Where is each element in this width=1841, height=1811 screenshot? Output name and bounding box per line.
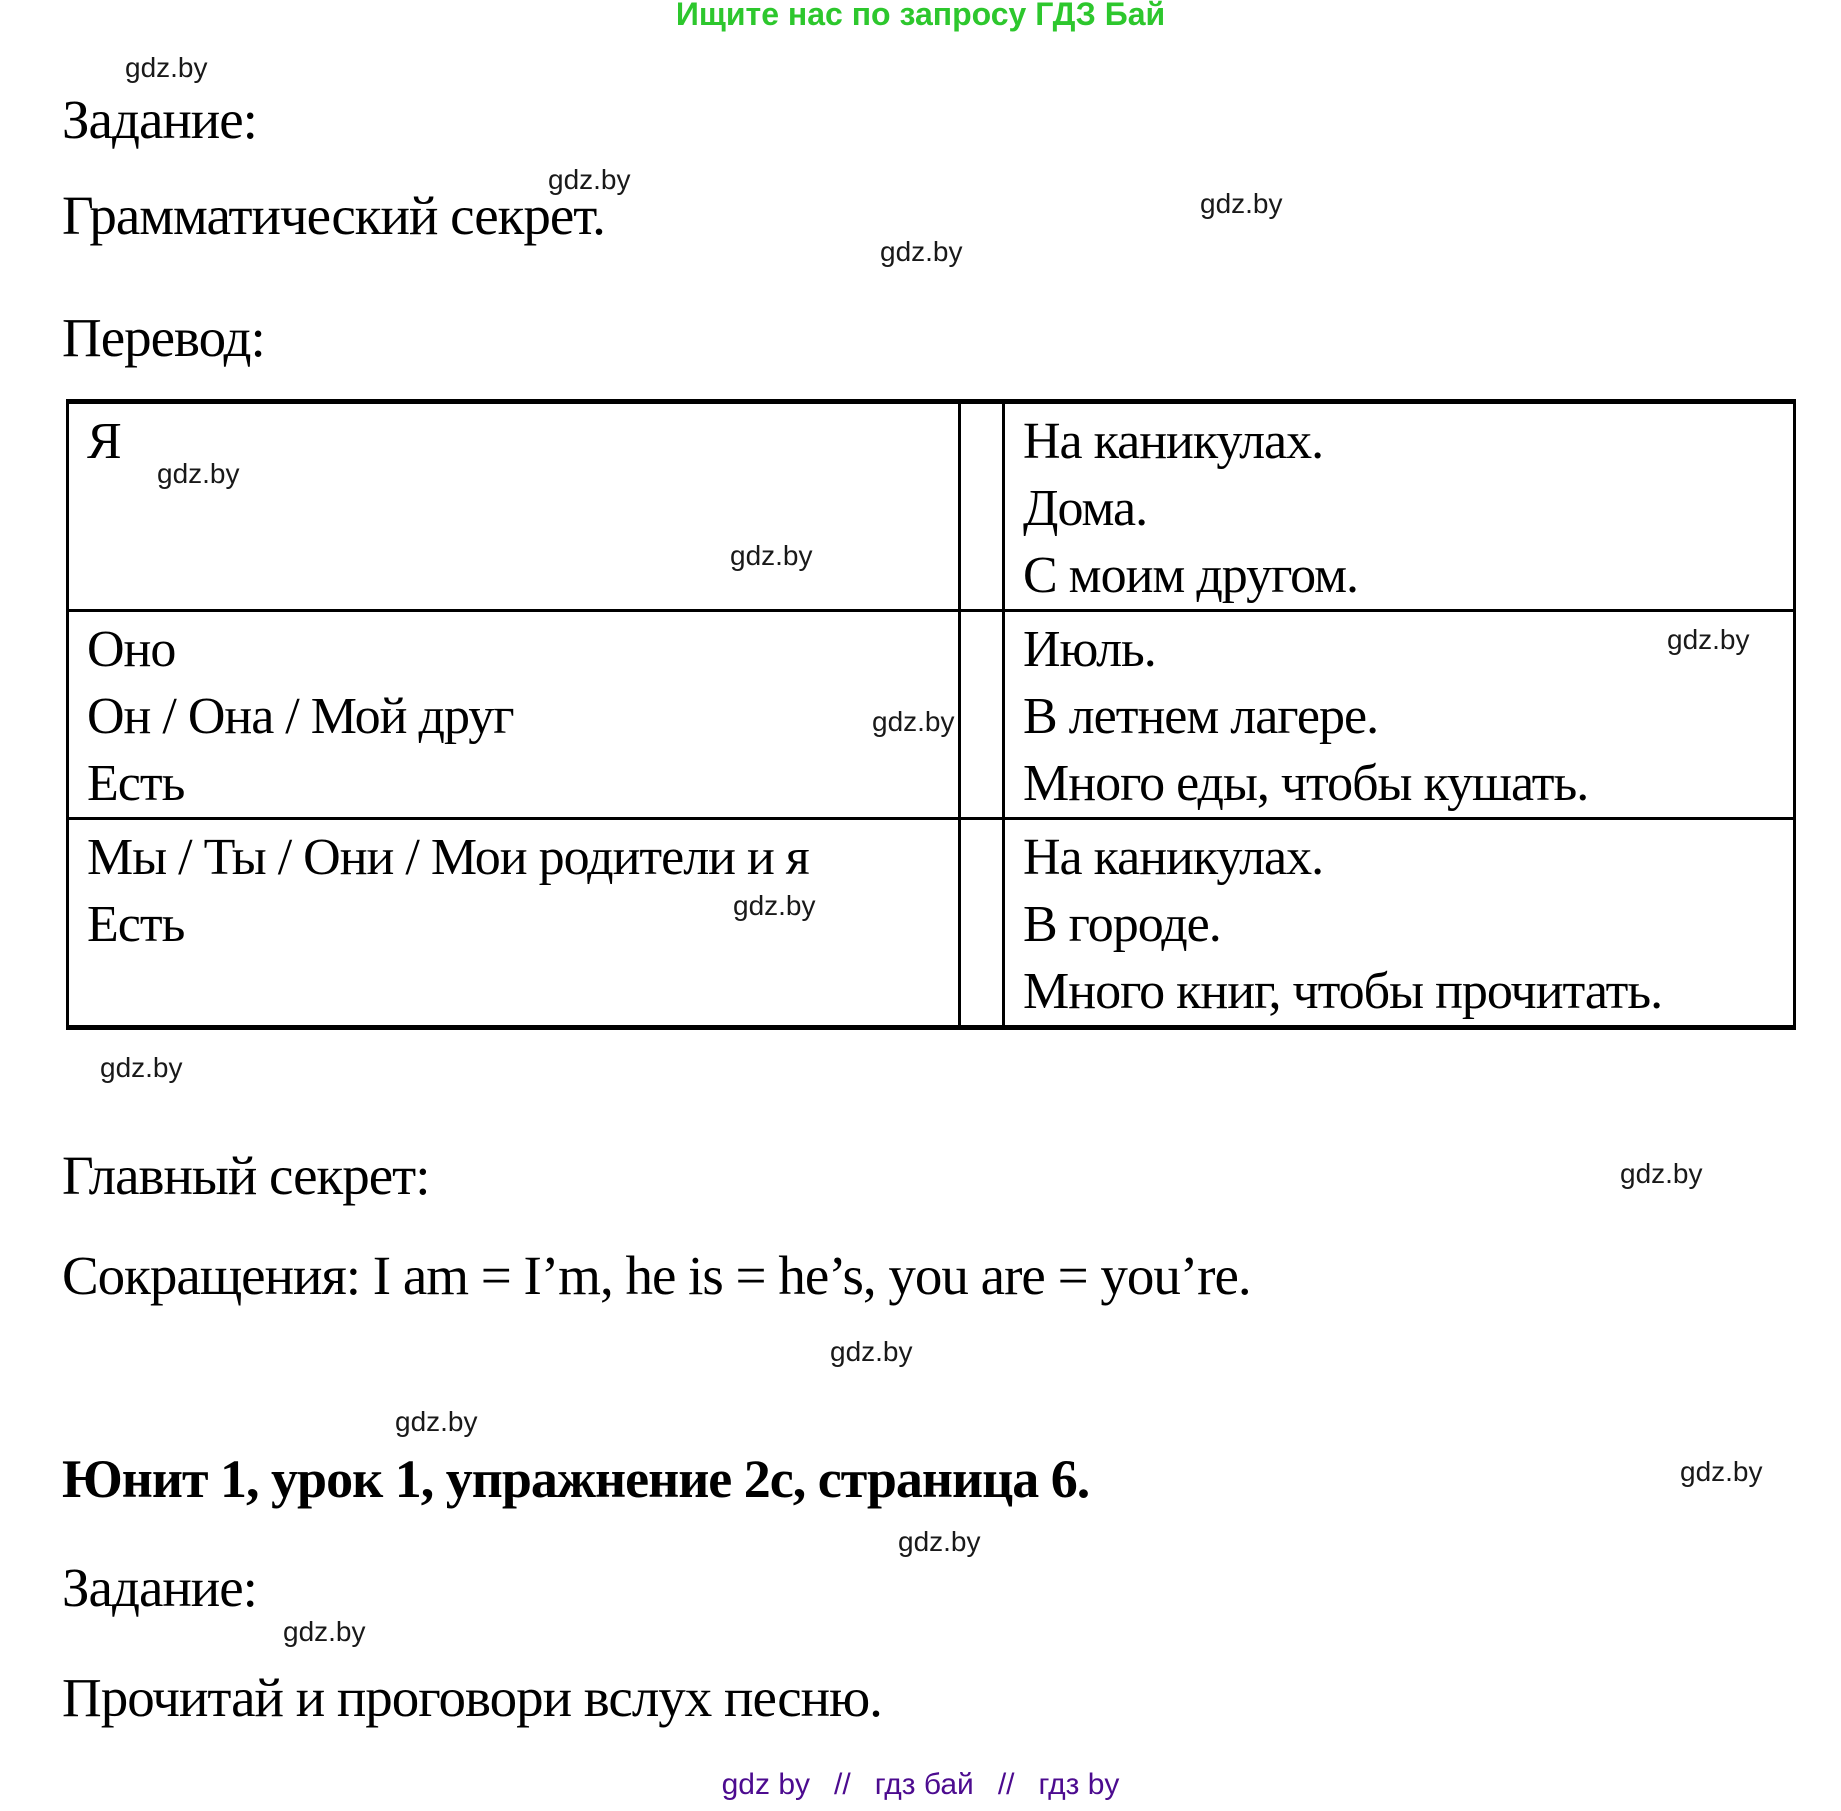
gdz-watermark: gdz.by — [830, 1336, 913, 1367]
table-row — [68, 819, 1795, 1028]
table-cell-verb — [960, 402, 1004, 611]
task-label-1: Задание: — [62, 89, 257, 150]
gdz-watermark: gdz.by — [733, 890, 816, 921]
gdz-watermark: gdz.by — [548, 164, 631, 195]
gdz-watermark: gdz.by — [100, 1052, 183, 1083]
promo-header: Ищите нас по запросу ГДЗ Бай — [675, 0, 1166, 32]
table-cell-subject: Оно Он / Она / Мой друг Есть — [68, 611, 960, 819]
gdz-watermark: gdz.by — [283, 1616, 366, 1647]
unit-heading: Юнит 1, урок 1, упражнение 2c, страница 6. — [62, 1449, 1090, 1509]
table-cell-complement: Июль. В летнем лагере. Много еды, чтобы кушать. — [1004, 611, 1795, 819]
abbreviations-line: Сокращения: I am = I’m, he is = he’s, you are = you’re. — [62, 1245, 1251, 1306]
gdz-watermark: gdz.by — [872, 706, 955, 737]
gdz-watermark: gdz.by — [1680, 1456, 1763, 1487]
footer-site-name: gdz by — [721, 1768, 811, 1801]
footer-site-name: гдз бай — [874, 1768, 974, 1801]
gdz-watermark: gdz.by — [898, 1526, 981, 1557]
table-cell-subject: Я — [68, 402, 960, 611]
table-cell-subject: Мы / Ты / Они / Мои родители и я Есть — [68, 819, 960, 1028]
gdz-watermark: gdz.by — [730, 540, 813, 571]
table-cell-verb — [960, 611, 1004, 819]
gdz-watermark: gdz.by — [1200, 188, 1283, 219]
task-text-2: Прочитай и проговори вслух песню. — [62, 1667, 882, 1728]
table-cell-complement: На каникулах. Дома. С моим другом. — [1004, 402, 1795, 611]
footer-separator: // — [834, 1768, 851, 1801]
main-secret-label: Главный секрет: — [62, 1145, 430, 1206]
gdz-watermark: gdz.by — [880, 236, 963, 267]
gdz-watermark: gdz.by — [125, 52, 208, 83]
gdz-watermark: gdz.by — [1667, 624, 1750, 655]
task-text-1: Грамматический секрет. — [62, 185, 605, 246]
table-cell-complement: На каникулах. В городе. Много книг, чтобы прочитать. — [1004, 819, 1795, 1028]
gdz-watermark: gdz.by — [157, 458, 240, 489]
gdz-watermark: gdz.by — [395, 1406, 478, 1437]
footer-site-name: гдз by — [1038, 1768, 1120, 1801]
site-footer — [0, 1768, 1841, 1802]
gdz-watermark: gdz.by — [1620, 1158, 1703, 1189]
translation-label: Перевод: — [62, 307, 265, 368]
table-row — [68, 402, 1795, 611]
table-cell-verb — [960, 819, 1004, 1028]
footer-separator: // — [997, 1768, 1015, 1801]
task-label-2: Задание: — [62, 1557, 257, 1618]
